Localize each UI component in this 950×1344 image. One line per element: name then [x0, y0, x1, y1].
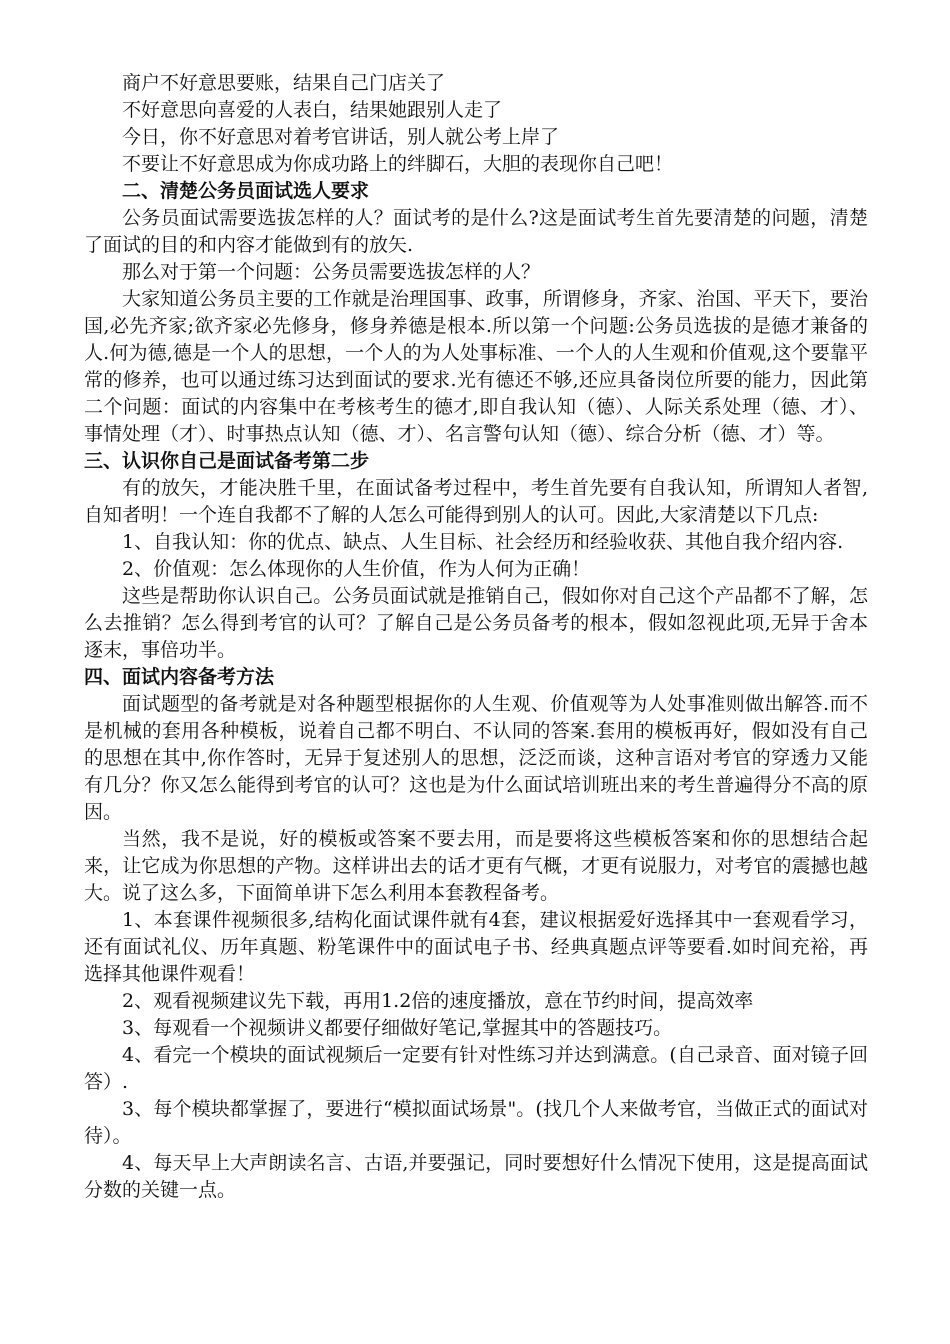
paragraph: 公务员面试需要选拔怎样的人？面试考的是什么?这是面试考生首先要清楚的问题，清楚了面试的目的和内容才能做到有的放矢. [84, 207, 868, 256]
paragraph: 那么对于第一个问题：公务员需要选拔怎样的人？ [122, 261, 541, 283]
paragraph: 这些是帮助你认识自己。公务员面试就是推销自己，假如你对自己这个产品都不了解，怎么去推销？怎么得到考官的认可？了解自己是公务员备考的根本，假如忽视此项,无异于舍本逐末，事倍功半。 [84, 585, 868, 661]
paragraph: 不好意思向喜爱的人表白，结果她跟别人走了 [122, 99, 503, 121]
paragraph: 今日，你不好意思对着考官讲话，别人就公考上岸了 [122, 126, 560, 148]
list-item: 3、每观看一个视频讲义都要仔细做好笔记,掌握其中的答题技巧。 [122, 1017, 673, 1039]
section-heading: 三、认识你自己是面试备考第二步 [84, 450, 370, 472]
list-item: 4、每天早上大声朗读名言、古语,并要强记，同时要想好什么情况下使用，这是提高面试分数的关键一点。 [84, 1152, 868, 1201]
document-body [84, 70, 868, 1204]
paragraph: 当然，我不是说，好的模板或答案不要去用，而是要将这些模板答案和你的思想结合起来，让它成为你思想的产物。这样讲出去的话才更有气概，才更有说服力，对考官的震撼也越大。说了这么多，下面简单讲下怎么利用本套教程备考。 [84, 828, 868, 904]
section-heading: 二、清楚公务员面试选人要求 [122, 180, 370, 202]
list-item: 4、看完一个模块的面试视频后一定要有针对性练习并达到满意。(自己录音、面对镜子回答）. [84, 1044, 868, 1093]
list-item: 1、自我认知：你的优点、缺点、人生目标、社会经历和经验收获、其他自我介绍内容. [122, 531, 844, 553]
list-item: 2、价值观：怎么体现你的人生价值，作为人何为正确！ [122, 558, 591, 580]
list-item: 1、本套课件视频很多,结构化面试课件就有4套，建议根据爱好选择其中一套观看学习，还有面试礼仪、历年真题、粉笔课件中的面试电子书、经典真题点评等要看.如时间充裕，再选择其他课件观看！ [84, 909, 868, 985]
paragraph: 不要让不好意思成为你成功路上的绊脚石，大胆的表现你自己吧！ [122, 153, 674, 175]
paragraph: 面试题型的备考就是对各种题型根据你的人生观、价值观等为人处事准则做出解答.而不是机械的套用各种模板，说着自己都不明白、不认同的答案.套用的模板再好，假如没有自己的思想在其中,你作答时，无异于复述别人的思想，泛泛而谈，这种言语对考官的穿透力又能有几分？你又怎么能得到考官的认可？这也是为什么面试培训班出来的考生普遍得分不高的原因。 [84, 693, 868, 823]
paragraph: 大家知道公务员主要的工作就是治理国事、政事，所谓修身，齐家、治国、平天下，要治国,必先齐家;欲齐家必先修身，修身养德是根本.所以第一个问题:公务员选拔的是德才兼备的人.何为德,德是一个人的思想，一个人的为人处事标准、一个人的人生观和价值观,这个要靠平常的修养，也可以通过练习达到面试的要求.光有德还不够,还应具备岗位所要的能力，因此第二个问题：面试的内容集中在考核考生的德才,即自我认知（德）、人际关系处理（德、才）、事情处理（才）、时事热点认知（德、才）、名言警句认知（德）、综合分析（德、才）等。 [84, 288, 868, 445]
paragraph: 商户不好意思要账，结果自己门店关了 [122, 72, 446, 94]
list-item: 2、观看视频建议先下载，再用1.2倍的速度播放，意在节约时间，提高效率 [122, 990, 754, 1012]
list-item: 3、每个模块都掌握了，要进行“模拟面试场景"。(找几个人来做考官，当做正式的面试对待）。 [84, 1098, 868, 1147]
paragraph: 有的放矢，才能决胜千里，在面试备考过程中，考生首先要有自我认知，所谓知人者智,自知者明！一个连自我都不了解的人怎么可能得到别人的认可。因此,大家清楚以下几点: [84, 477, 868, 526]
section-heading: 四、面试内容备考方法 [84, 666, 275, 688]
